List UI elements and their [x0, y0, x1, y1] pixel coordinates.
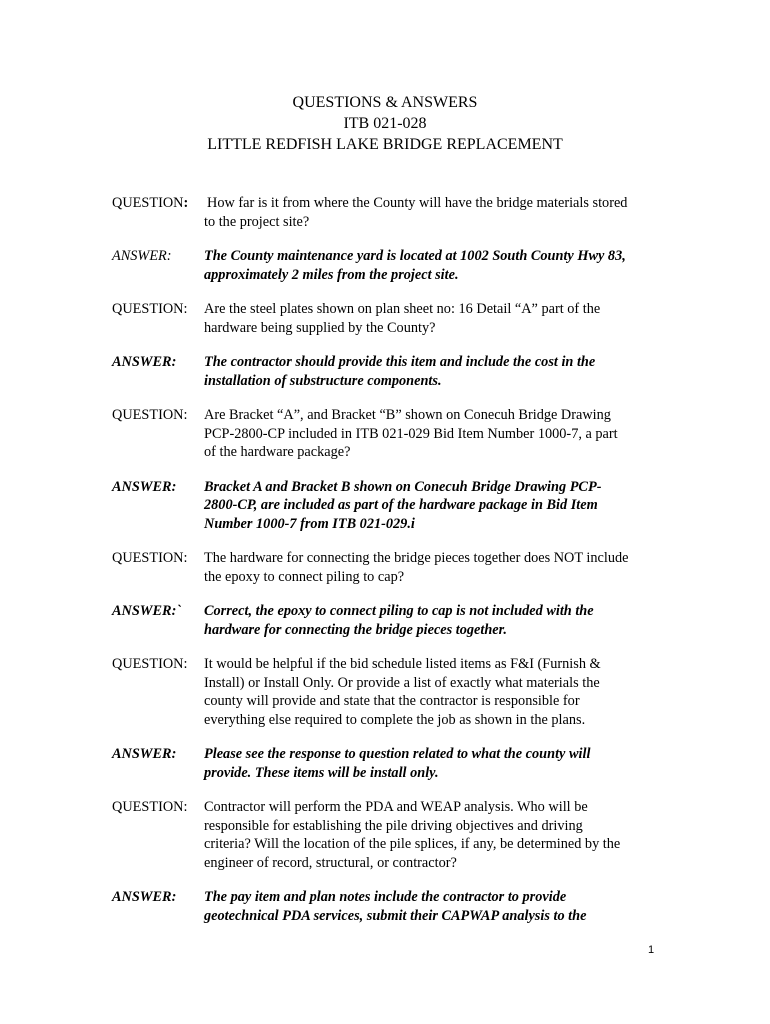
answer-block: [112, 602, 672, 639]
text-line: everything else required to complete the job as shown in the plans.: [204, 711, 586, 728]
answer-block: [112, 247, 672, 284]
answer-text: [204, 745, 672, 782]
question-label-text: QUESTION: [112, 195, 184, 211]
question-text: [204, 194, 672, 231]
answer-label: ANSWER:: [112, 478, 177, 495]
text-line: installation of substructure components.: [204, 372, 442, 389]
question-text: [204, 798, 672, 872]
text-line: 2800-CP, are included as part of the hardware package in Bid Item: [204, 497, 598, 513]
text-line: hardware for connecting the bridge pieces together.: [204, 621, 508, 638]
text-line: engineer of record, structural, or contractor?: [204, 854, 457, 871]
text-line: provide. These items will be install only.: [204, 764, 439, 781]
answer-text: [204, 888, 672, 925]
question-text: [204, 549, 672, 586]
question-block: [112, 194, 672, 231]
question-block: [112, 406, 672, 462]
answer-block: [112, 745, 672, 782]
header-itb-number: ITB 021-028: [343, 115, 427, 132]
question-label-colon: :: [183, 195, 189, 211]
text-line: It would be helpful if the bid schedule listed items as F&I (Furnish &: [204, 656, 601, 672]
question-text: [204, 300, 672, 337]
answer-text: [204, 478, 672, 534]
text-line: geotechnical PDA services, submit their CAPWAP analysis to the: [204, 907, 587, 924]
answer-block: [112, 353, 672, 390]
text-line: Contractor will perform the PDA and WEAP analysis. Who will be: [204, 799, 588, 815]
answer-label: ANSWER:: [112, 354, 177, 370]
text-line: of the hardware package?: [204, 444, 351, 460]
text-line: How far is it from where the County will have the bridge materials stored: [207, 195, 628, 211]
question-text: [204, 655, 672, 729]
text-line: The contractor should provide this item and include the cost in the: [204, 354, 596, 370]
question-label: QUESTION:: [112, 301, 188, 317]
text-line: to the project site?: [204, 213, 310, 230]
text-line: PCP-2800-CP included in ITB 021-029 Bid Item Number 1000-7, a part: [204, 425, 618, 442]
header-project-name: LITTLE REDFISH LAKE BRIDGE REPLACEMENT: [207, 136, 563, 153]
text-line: Correct, the epoxy to connect piling to cap is not included with the: [204, 603, 594, 619]
question-label: [112, 194, 204, 231]
answer-label: ANSWER:: [112, 248, 172, 264]
answer-text: [204, 353, 672, 390]
text-line: The County maintenance yard is located at 1002 South County Hwy 83,: [204, 248, 626, 264]
question-block: [112, 300, 672, 337]
text-line: approximately 2 miles from the project site.: [204, 266, 459, 283]
text-line: Number 1000-7 from ITB 021-029.i: [204, 515, 415, 532]
document-header: [0, 92, 770, 155]
answer-label: ANSWER:: [112, 746, 177, 762]
question-label: QUESTION:: [112, 550, 188, 566]
answer-block: [112, 888, 672, 925]
text-line: The pay item and plan notes include the contractor to provide: [204, 889, 567, 905]
answer-label: ANSWER:`: [112, 603, 182, 619]
text-line: hardware being supplied by the County?: [204, 319, 436, 336]
text-line: Are the steel plates shown on plan sheet no: 16 Detail “A” part of the: [204, 301, 601, 317]
text-line: Please see the response to question related to what the county will: [204, 746, 591, 762]
answer-label: ANSWER:: [112, 889, 177, 905]
text-line: criteria? Will the location of the pile splices, if any, be determined by the: [204, 836, 621, 852]
question-label: QUESTION:: [112, 407, 188, 423]
text-line: Bracket A and Bracket B shown on Conecuh Bridge Drawing PCP-: [204, 478, 602, 495]
answer-text: [204, 247, 672, 284]
question-block: [112, 655, 672, 729]
text-line: The hardware for connecting the bridge pieces together does NOT include: [204, 550, 629, 566]
question-label: QUESTION:: [112, 799, 188, 815]
text-line: county will provide and state that the contractor is responsible for: [204, 693, 580, 709]
text-line: Install) or Install Only. Or provide a list of exactly what materials the: [204, 674, 600, 691]
answer-text: [204, 602, 672, 639]
qa-list: [112, 194, 672, 925]
text-line: Are Bracket “A”, and Bracket “B” shown on Conecuh Bridge Drawing: [204, 407, 611, 423]
header-title: QUESTIONS & ANSWERS: [292, 94, 478, 111]
answer-block: [112, 478, 672, 534]
page-number: 1: [648, 944, 655, 956]
question-block: [112, 549, 672, 586]
text-line: responsible for establishing the pile driving objectives and driving: [204, 817, 583, 834]
question-label: QUESTION:: [112, 656, 188, 672]
question-block: [112, 798, 672, 872]
question-text: [204, 406, 672, 462]
text-line: the epoxy to connect piling to cap?: [204, 568, 405, 585]
